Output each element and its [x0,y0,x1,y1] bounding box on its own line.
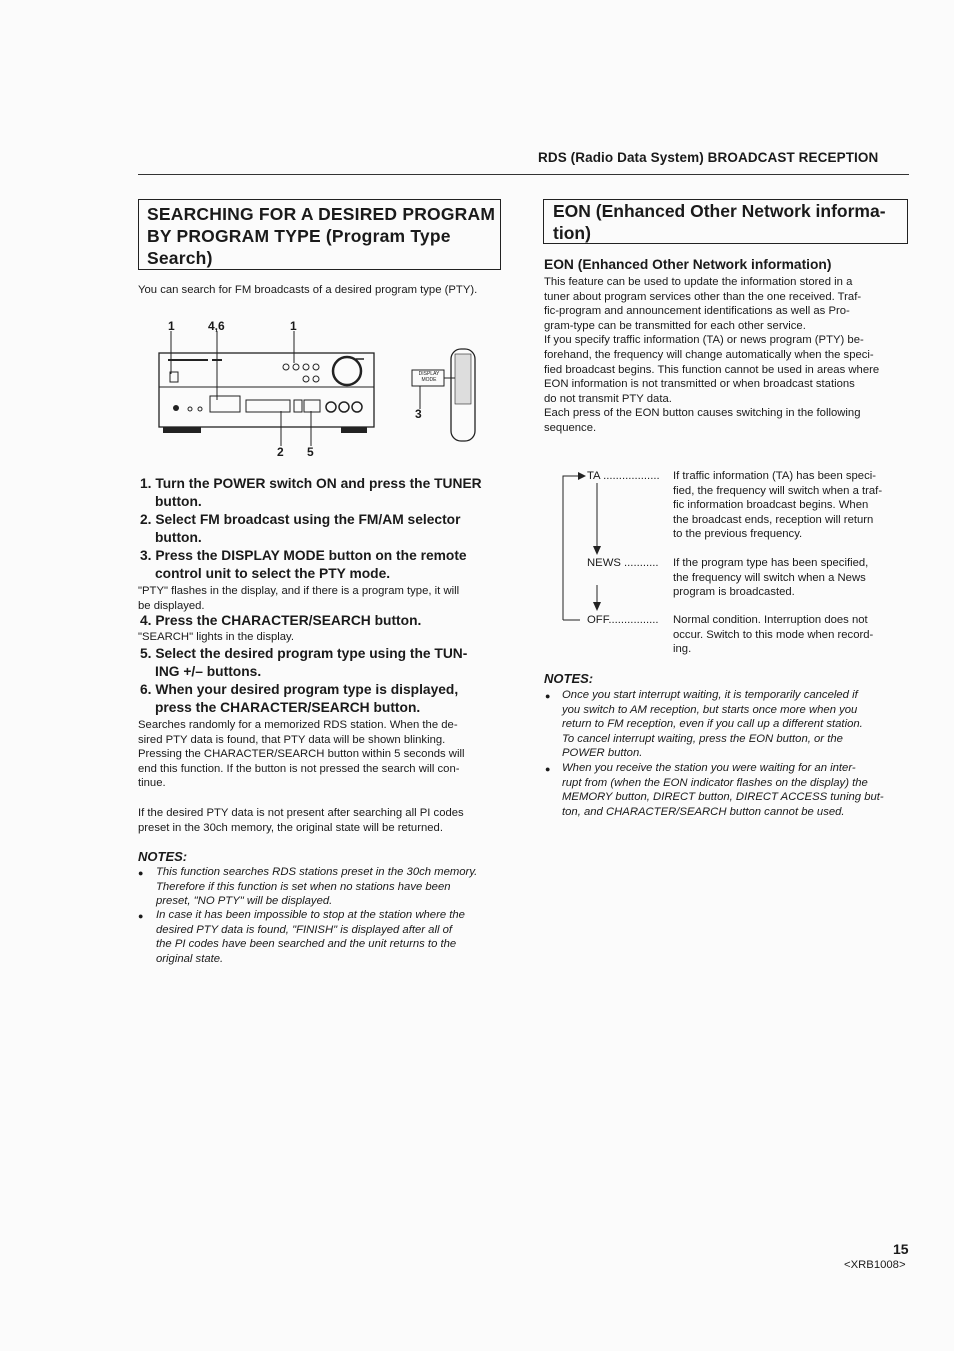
left-para-2: If the desired PTY data is not present after searching all PI codes preset in the 30ch memory, the original state will be returned. [138,807,464,834]
step-3: 3. Press the DISPLAY MODE button on the remote control unit to select the PTY mode. [140,548,467,581]
header-rule [138,174,909,175]
bullet-icon: ● [138,868,144,878]
seq-ta-desc: If traffic information (TA) has been speci- fied, the frequency will switch when a traf- fic information broadcast begins. When the broadcast ends, reception will return to the previous frequency. [673,470,883,541]
right-title-box [543,199,908,244]
eon-sequence-arrows [558,466,588,626]
fig-label-1b: 1 [290,319,297,333]
step-6-note: Searches randomly for a memorized RDS station. When the de- sired PTY data is found, that PTY data will be shown blinking. Pressing the CHARACTER/SEARCH button within 5 seconds will end this function. If the button is not pressed the search will con- tinue. [138,719,465,790]
bullet-icon: ● [138,911,144,921]
seq-ta-label: TA .................. [587,470,660,482]
step-4: 4. Press the CHARACTER/SEARCH button. [140,613,422,628]
right-notes-title: NOTES: [544,671,594,686]
fig-label-46: 4,6 [208,319,225,333]
bullet-icon: ● [545,691,551,701]
receiver-illustration [138,316,508,461]
right-title: EON (Enhanced Other Network informa- tion) [553,201,886,243]
left-intro: You can search for FM broadcasts of a desired program type (PTY). [138,284,478,296]
step-6: 6. When your desired program type is displayed, press the CHARACTER/SEARCH button. [140,682,459,715]
step-5: 5. Select the desired program type using the TUN- ING +/– buttons. [140,646,468,679]
seq-off-label: OFF................ [587,614,659,626]
step-2: 2. Select FM broadcast using the FM/AM selector button. [140,512,461,545]
fig-label-1a: 1 [168,319,175,333]
step-3-note: "PTY" flashes in the display, and if there is a program type, it will be displayed. [138,585,460,612]
right-note-1: Once you start interrupt waiting, it is temporarily canceled if you switch to AM reception, but starts once more when you return to FM reception, even if you call up a different station. To cancel interrupt waiting, press the EON button, or the POWER button. [562,689,863,760]
step-4-note: "SEARCH" lights in the display. [138,631,294,643]
right-note-2: When you receive the station you were waiting for an inter- rupt from (when the EON indicator flashes on the display) the MEMORY button, DIRECT button, DIRECT ACCESS tuning but- ton, and CHARACTER/SEARCH button cannot be used. [562,762,884,818]
fig-label-5: 5 [307,445,314,459]
section-header: RDS (Radio Data System) BROADCAST RECEPTION [538,150,879,165]
left-note-2: In case it has been impossible to stop at the station where the desired PTY data is found, "FINISH" is displayed after all of the PI codes have been searched and the unit returns to the original state. [156,909,465,965]
doc-code: <XRB1008> [844,1259,906,1271]
bullet-icon: ● [545,764,551,774]
left-note-1: This function searches RDS stations preset in the 30ch memory. Therefore if this function is set when no stations have been preset, "NO PTY" will be displayed. [156,866,478,908]
seq-off-desc: Normal condition. Interruption does not occur. Switch to this mode when record- ing. [673,614,874,656]
seq-news-desc: If the program type has been specified, the frequency will switch when a News program is broadcasted. [673,557,869,599]
fig-label-3: 3 [415,407,422,421]
left-notes-title: NOTES: [138,849,188,864]
step-1: 1. Turn the POWER switch ON and press the TUNER button. [140,476,482,509]
fig-label-2: 2 [277,445,284,459]
receiver-figure [138,316,508,461]
left-title: SEARCHING FOR A DESIRED PROGRAM BY PROGRAM TYPE (Program Type Search) [147,204,496,268]
display-mode-label: DISPLAY MODE [418,371,440,383]
seq-news-label: NEWS ........... [587,557,659,569]
right-paragraph: This feature can be used to update the information stored in a tuner about program services other than the one received. Traf- fic-program and announcement identifications as well as Pro- gram-type can be transmitted for each other service. If you specify traffic information (TA) or news program (PTY) be- forehand, the frequency will change automatically when the speci- fied broadcast begins. This function cannot be used in areas where EON information is not transmitted or when broadcast stations do not transmit PTY data. Each press of the EON button causes switching in the following sequence. [544,276,880,434]
right-subtitle: EON (Enhanced Other Network information) [544,257,832,272]
page-number: 15 [893,1241,909,1257]
left-title-box [138,199,501,270]
